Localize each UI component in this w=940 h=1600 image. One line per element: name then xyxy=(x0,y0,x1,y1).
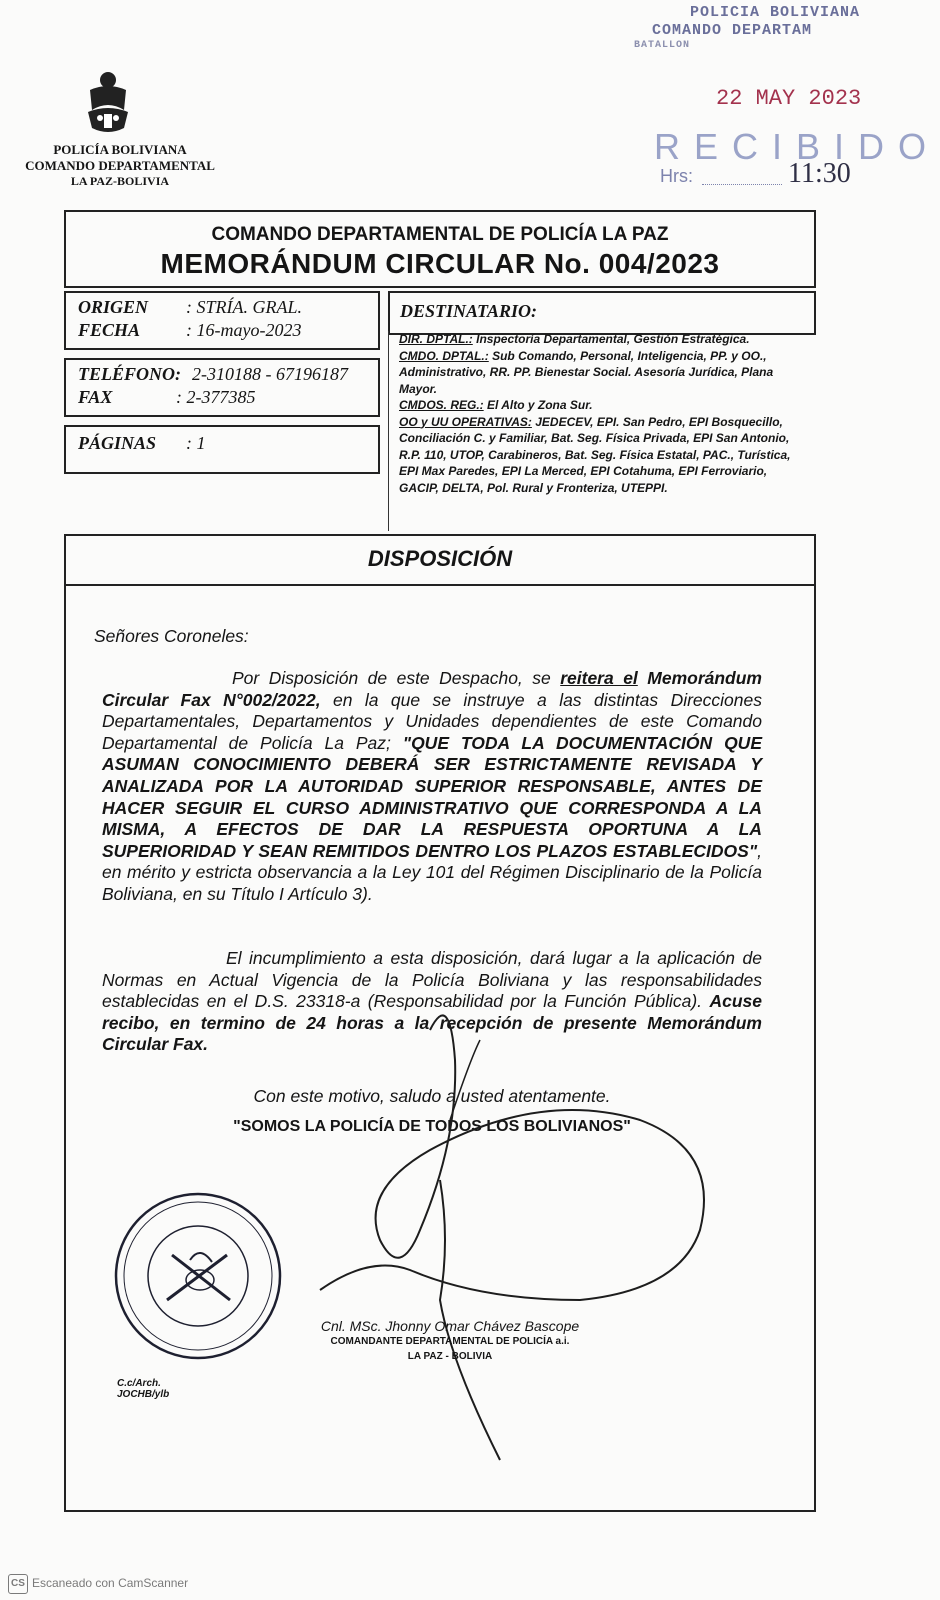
dest-dir-label: DIR. DPTAL.: xyxy=(399,332,473,346)
paginas-label: PÁGINAS xyxy=(78,433,157,453)
dest-cmdo xyxy=(389,348,813,398)
stamp-line-1: POLICIA BOLIVIANA xyxy=(690,4,861,21)
signature-scribble-icon xyxy=(280,1000,720,1460)
stamp-hrs-value: 11:30 xyxy=(788,158,851,189)
scanner-footer xyxy=(8,1574,188,1594)
official-seal-icon xyxy=(112,1190,284,1362)
dest-dir xyxy=(389,331,813,348)
dest-reg-label: CMDOS. REG.: xyxy=(399,398,484,412)
dest-reg xyxy=(389,397,813,414)
p1-f: , en mérito y estricta observancia a la Ley 101 del Régimen Disciplinario de la Policía Boliviana, en su Título I Artículo 3). xyxy=(102,840,762,904)
dest-cmdo-label: CMDO. DPTAL.: xyxy=(399,348,489,363)
p1-a: Por Disposición de este Despacho, se xyxy=(232,668,561,688)
origin-box xyxy=(64,291,380,350)
p2-b: Acuse recibo, en termino de 24 horas a la recepción de presente Memorándum Circular Fax. xyxy=(102,991,762,1055)
p2-a: El incumplimiento a esta disposición, dará lugar a la aplicación de Normas en Actual Vigencia de la Policía Boliviana y las responsabilidades establecidas en el D.S. 23318-a (Responsabilidad por la Función Pública). xyxy=(102,948,762,1012)
cc-line-1: C.c/Arch. xyxy=(117,1378,161,1389)
p1-e: "QUE TODA LA DOCUMENTACIÓN QUE ASUMAN CONOCIMIENTO DEBERÁ SER ESTRICTAMENTE REVISADA Y ANALIZADA POR LA AUTORIDAD SUPERIOR RESPONSABLE, ANTES DE HACER SEGUIR EL CURSO ADMINISTRATIVO QUE CORRESPONDA A LA MISMA, A EFECTOS DE DAR LA RESPUESTA OPORTUNA A LA SUPERIORIDAD Y SEAN REMITIDOS DENTRO LOS PLAZOS ESTABLECIDOS" xyxy=(102,732,762,861)
dest-oo-label: OO y UU OPERATIVAS: xyxy=(399,414,532,429)
destinatario-list xyxy=(388,331,813,531)
dest-oo xyxy=(389,414,813,497)
stamp-received: RECIBIDO xyxy=(654,126,940,167)
closing: Con este motivo, saludo a usted atentamente. xyxy=(253,1086,611,1106)
cc-reference xyxy=(117,1378,169,1400)
police-crest-icon xyxy=(84,70,132,140)
dest-oo-text: JEDECEV, EPI. San Pedro, EPI Bosquecillo, Conciliación C. y Familiar, Bat. Seg. Física Privada, EPI San Antonio, R.P. 110, UTOP, Carabineros, Bat. Seg. Física Estatal, PAC., Turística, EPI Max Paredes, EPI La Merced, EPI Cotahuma, EPI Ferroviario, GACIP, DELTA, Pol. Rural y Fronteriza, UTEPPI. xyxy=(399,414,791,495)
disposicion-header xyxy=(64,534,816,586)
contact-box xyxy=(64,358,380,417)
stamp-line-2: COMANDO DEPARTAM xyxy=(652,22,813,39)
paginas-value: : 1 xyxy=(186,433,206,453)
telefono-value: 2-310188 - 67196187 xyxy=(192,364,348,384)
p1-b: reitera el xyxy=(560,668,638,688)
signer-location: LA PAZ - BOLIVIA xyxy=(407,1351,493,1362)
destinatario-label: DESTINATARIO: xyxy=(400,301,538,321)
stamp-hrs-label: Hrs: xyxy=(660,166,693,186)
fax-label: FAX xyxy=(78,387,113,407)
fecha-value: : 16-mayo-2023 xyxy=(186,320,302,340)
letterhead-line-2: COMANDO DEPARTAMENTAL xyxy=(25,158,215,173)
letterhead-line-1: POLICÍA BOLIVIANA xyxy=(53,142,187,157)
signer-position: COMANDANTE DEPARTAMENTAL DE POLICÍA a.i. xyxy=(330,1336,570,1347)
footer-text: Escaneado con CamScanner xyxy=(32,1576,189,1591)
salutation: Señores Coroneles: xyxy=(94,626,249,646)
command-name: COMANDO DEPARTAMENTAL DE POLICÍA LA PAZ xyxy=(211,224,669,245)
telefono-label: TELÉFONO: xyxy=(78,364,181,384)
camscanner-icon: CS xyxy=(8,1574,28,1594)
disposicion-title: DISPOSICIÓN xyxy=(367,546,513,571)
stamp-date: 22 MAY 2023 xyxy=(716,86,862,111)
stamp-hrs-line xyxy=(702,184,782,185)
p1-c: Memorándum Circular Fax N°002/2022, xyxy=(102,668,762,710)
cc-line-2: JOCHB/ylb xyxy=(117,1389,170,1400)
title-box xyxy=(64,210,816,288)
pages-box xyxy=(64,425,380,474)
fax-value: : 2-377385 xyxy=(176,387,256,407)
stamp-line-3: BATALLON xyxy=(634,40,691,51)
destinatario-header xyxy=(388,291,816,335)
origen-label: ORIGEN xyxy=(78,297,149,317)
p1-d: en la que se instruye a las distintas Direcciones Departamentales, Departamentos y Unidades dependientes de este Comando Departamental de Policía La Paz; xyxy=(102,689,762,753)
motto: "SOMOS LA POLICÍA DE TODOS LOS BOLIVIANOS" xyxy=(233,1118,631,1135)
paragraph-1 xyxy=(102,668,762,906)
origen-value: : STRÍA. GRAL. xyxy=(186,297,302,317)
dest-dir-text: Inspectoría Departamental, Gestión Estratégica. xyxy=(472,332,750,346)
letterhead-line-3: LA PAZ-BOLIVIA xyxy=(70,174,170,188)
dest-cmdo-text: Sub Comando, Personal, Inteligencia, PP. y OO., Administrativo, RR. PP. Bienestar Social. Asesoría Jurídica, Plana Mayor. xyxy=(399,348,774,396)
dest-reg-text: El Alto y Zona Sur. xyxy=(483,398,593,412)
fecha-label: FECHA xyxy=(78,320,141,340)
signer-name: Cnl. MSc. Jhonny Omar Chávez Bascope xyxy=(320,1318,580,1334)
memo-title: MEMORÁNDUM CIRCULAR No. 004/2023 xyxy=(160,248,720,279)
